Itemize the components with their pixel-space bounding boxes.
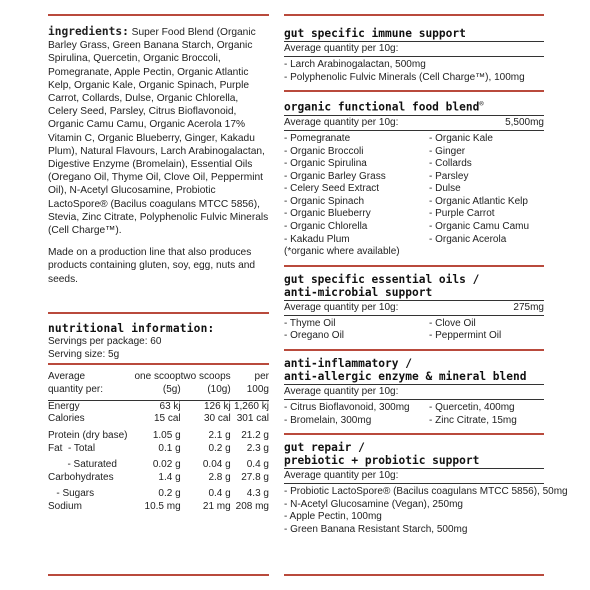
food-blend-item: - Organic Spinach bbox=[284, 195, 365, 207]
nutrient-value: 1.05 g bbox=[152, 430, 181, 442]
food-blend-avg-row bbox=[284, 115, 544, 131]
allergen-statement: Made on a production line that also produces products containing gluten, soy, egg, nuts and seeds. bbox=[48, 247, 256, 285]
food-blend-lists bbox=[284, 131, 544, 246]
nutrient-value: 1,260 kj bbox=[233, 400, 269, 412]
oils-title-2: anti-microbial support bbox=[284, 285, 433, 299]
nutrient-label: Protein (dry base) bbox=[48, 430, 128, 442]
food-blend-item: - Kakadu Plum bbox=[284, 233, 350, 245]
nutrition-header-row bbox=[48, 371, 269, 396]
anti-inflam-lists bbox=[284, 400, 544, 427]
header-c2-1: two scoops bbox=[180, 371, 231, 383]
nutrient-value: 21 mg bbox=[202, 501, 231, 513]
header-c3-2: 100g bbox=[246, 383, 269, 395]
nutrient-value: 208 mg bbox=[235, 501, 269, 513]
anti-inflam-item: - Quercetin, 400mg bbox=[429, 402, 515, 414]
right-column bbox=[284, 27, 568, 537]
immune-avg-row bbox=[284, 41, 544, 57]
food-blend-item: - Organic Blueberry bbox=[284, 208, 371, 220]
nutrient-value: 0.1 g bbox=[158, 442, 181, 454]
food-blend-title-mark: ® bbox=[479, 100, 484, 109]
left-mid-rule bbox=[48, 312, 269, 314]
nutrient-value: 1.4 g bbox=[158, 471, 181, 483]
food-blend-section bbox=[284, 98, 544, 259]
nutrient-value: 2.1 g bbox=[208, 430, 231, 442]
repair-item: - Apple Pectin, 100mg bbox=[284, 511, 382, 523]
anti-inflam-title-2: anti-allergic enzyme & mineral blend bbox=[284, 370, 527, 384]
nutrition-rows bbox=[48, 400, 269, 513]
header-c2-2: (10g) bbox=[207, 383, 231, 395]
repair-item: - Probiotic LactoSpore® (Bacilus coagulans MTCC 5856), 50mg bbox=[284, 486, 568, 498]
food-blend-item: - Organic Acerola bbox=[429, 233, 507, 245]
oil-item: - Oregano Oil bbox=[284, 330, 345, 342]
food-blend-title bbox=[284, 98, 544, 115]
anti-inflam-left-list bbox=[284, 402, 429, 427]
oils-avg-label: Average quantity per 10g: bbox=[284, 301, 399, 313]
repair-item: - N-Acetyl Glucosamine (Vegan), 250mg bbox=[284, 498, 463, 510]
repair-list bbox=[284, 484, 568, 536]
anti-inflam-avg-row bbox=[284, 384, 544, 400]
oils-title-1: gut specific essential oils / bbox=[284, 272, 480, 286]
header-c1-1: one scoop bbox=[134, 371, 181, 383]
oil-item: - Clove Oil bbox=[429, 317, 476, 329]
food-blend-item: - Organic Spirulina bbox=[284, 158, 367, 170]
food-blend-item: - Dulse bbox=[429, 183, 461, 195]
nutrition-row bbox=[48, 443, 269, 460]
serving-size: Serving size: 5g bbox=[48, 349, 269, 366]
nutrition-row bbox=[48, 488, 269, 501]
nutrient-value: 0.04 g bbox=[202, 459, 231, 471]
oil-item: - Thyme Oil bbox=[284, 317, 336, 329]
ingredients-block bbox=[48, 25, 269, 237]
nutrient-value: 0.2 g bbox=[158, 488, 181, 500]
oil-item: - Peppermint Oil bbox=[429, 330, 502, 342]
immune-item: - Polyphenolic Fulvic Minerals (Cell Charge™), 100mg bbox=[284, 71, 525, 83]
anti-inflam-section bbox=[284, 357, 544, 427]
nutrition-row bbox=[48, 413, 269, 430]
food-blend-item: - Ginger bbox=[429, 145, 466, 157]
ingredients-text: Super Food Blend (Organic Barley Grass, Green Banana Starch, Organic Spirulina, Quercetin, Organic Broccoli, Pomegranate, Apple Pectin, Organic Atlantic Kelp, Organic Kale, Organic Spinach, Purple Carrot, Collards, Dulse, Organic Chlorella, Celery Seed, Parsley, Citrus Bioflavonoid, Organic Camu Camu, Organic Acerola 17% Vitamin C, Organic Blueberry, Ginger, Kakadu Plum), Natural Flavours, Larch Arabinogalactan, Digestive Enzyme (Bromelain), Essential Oils (Oregano Oil, Thyme Oil, Clove Oil, Peppermint Oil), N-Acetyl Glucosamine, Probiotic LactoSpore® (Bacilus coagulans MTCC 5856), Stevia, Zinc Citrate, Polyphenolic Fulvic Minerals (Cell Charge™). bbox=[48, 27, 269, 237]
immune-avg-label: Average quantity per 10g: bbox=[284, 43, 399, 54]
nutrient-value: 15 cal bbox=[153, 413, 181, 425]
oils-left-list bbox=[284, 318, 429, 343]
divider-2 bbox=[284, 265, 544, 267]
immune-title: gut specific immune support bbox=[284, 27, 466, 40]
nutrient-value: 4.3 g bbox=[246, 488, 269, 500]
nutrition-panel bbox=[48, 322, 269, 514]
nutrient-value: 63 kj bbox=[159, 400, 181, 412]
repair-item: - Green Banana Resistant Starch, 500mg bbox=[284, 524, 468, 536]
nutrient-value: 301 cal bbox=[236, 413, 269, 425]
nutrient-value: 30 cal bbox=[204, 413, 231, 425]
top-rule-right bbox=[284, 14, 544, 16]
food-blend-avg-label: Average quantity per 10g: bbox=[284, 116, 399, 128]
nutrient-value: 21.2 g bbox=[241, 430, 269, 442]
nutrient-label: Calories bbox=[48, 413, 85, 425]
oils-section bbox=[284, 273, 544, 343]
oils-lists bbox=[284, 316, 544, 343]
immune-section bbox=[284, 27, 544, 84]
food-blend-item: - Organic Atlantic Kelp bbox=[429, 195, 528, 207]
food-blend-item: - Organic Camu Camu bbox=[429, 221, 530, 233]
header-c1-2: (5g) bbox=[162, 383, 181, 395]
food-blend-item: - Parsley bbox=[429, 170, 469, 182]
food-blend-item: - Purple Carrot bbox=[429, 208, 495, 220]
oils-avg-row bbox=[284, 300, 544, 316]
anti-inflam-item: - Citrus Bioflavonoid, 300mg bbox=[284, 402, 410, 414]
nutrient-value: 10.5 mg bbox=[144, 501, 181, 513]
nutrient-value: 27.8 g bbox=[241, 471, 269, 483]
repair-title-2: prebiotic + probiotic support bbox=[284, 454, 480, 468]
nutrient-label: - Saturated bbox=[48, 459, 117, 471]
food-blend-item: - Organic Kale bbox=[429, 132, 493, 144]
food-blend-right-list bbox=[429, 133, 544, 246]
nutrition-row bbox=[48, 472, 269, 489]
anti-inflam-right-list bbox=[429, 402, 544, 427]
nutrient-label: Carbohydrates bbox=[48, 471, 114, 483]
divider-3 bbox=[284, 349, 544, 351]
nutrient-label: Sodium bbox=[48, 501, 82, 513]
food-blend-note: (*organic where available) bbox=[284, 246, 400, 258]
food-blend-item: - Celery Seed Extract bbox=[284, 183, 380, 195]
nutrition-row bbox=[48, 400, 269, 413]
food-blend-item: - Collards bbox=[429, 158, 472, 170]
nutrient-value: 0.2 g bbox=[208, 442, 231, 454]
oils-right-list bbox=[429, 318, 544, 343]
nutrient-value: 126 kj bbox=[204, 400, 231, 412]
nutrient-label: - Sugars bbox=[48, 488, 95, 500]
nutrition-table bbox=[48, 371, 269, 513]
nutrition-row bbox=[48, 459, 269, 472]
anti-inflam-title-1: anti-inflammatory / bbox=[284, 357, 412, 371]
nutrient-label: Fat - Total bbox=[48, 442, 96, 454]
food-blend-amount: 5,500mg bbox=[505, 116, 544, 128]
nutrient-value: 0.4 g bbox=[246, 459, 269, 471]
repair-section bbox=[284, 441, 568, 536]
nutrient-value: 0.02 g bbox=[152, 459, 181, 471]
oils-amount: 275mg bbox=[513, 301, 544, 313]
header-c3-1: per bbox=[254, 371, 269, 383]
bottom-rule-right bbox=[284, 574, 544, 576]
immune-list bbox=[284, 57, 544, 84]
nutrient-value: 2.8 g bbox=[208, 471, 231, 483]
nutrition-row bbox=[48, 501, 269, 514]
anti-inflam-avg-label: Average quantity per 10g: bbox=[284, 386, 399, 398]
header-label-1: Average bbox=[48, 371, 86, 383]
left-column bbox=[48, 25, 269, 286]
nutrition-row bbox=[48, 430, 269, 443]
immune-item: - Larch Arabinogalactan, 500mg bbox=[284, 59, 426, 70]
food-blend-item: - Organic Broccoli bbox=[284, 145, 364, 157]
food-blend-left-list bbox=[284, 133, 429, 246]
ingredients-label: ingredients: bbox=[48, 25, 129, 38]
repair-title-1: gut repair / bbox=[284, 441, 365, 455]
anti-inflam-item: - Bromelain, 300mg bbox=[284, 414, 372, 426]
nutrient-value: 2.3 g bbox=[246, 442, 269, 454]
anti-inflam-item: - Zinc Citrate, 15mg bbox=[429, 414, 517, 426]
nutrient-label: Energy bbox=[48, 400, 80, 412]
divider-1 bbox=[284, 90, 544, 92]
top-rule-left bbox=[48, 14, 269, 16]
food-blend-title-text: organic functional food blend bbox=[284, 100, 480, 114]
food-blend-item: - Organic Barley Grass bbox=[284, 170, 386, 182]
food-blend-item: - Organic Chlorella bbox=[284, 221, 368, 233]
servings-per-package: Servings per package: 60 bbox=[48, 336, 162, 347]
nutrient-value: 0.4 g bbox=[208, 488, 231, 500]
header-label-2: quantity per: bbox=[48, 383, 104, 395]
repair-avg-label: Average quantity per 10g: bbox=[284, 470, 399, 482]
bottom-rule-left bbox=[48, 574, 269, 576]
repair-avg-row bbox=[284, 468, 544, 484]
divider-4 bbox=[284, 433, 544, 435]
nutrition-title: nutritional information: bbox=[48, 322, 215, 335]
food-blend-item: - Pomegranate bbox=[284, 132, 351, 144]
